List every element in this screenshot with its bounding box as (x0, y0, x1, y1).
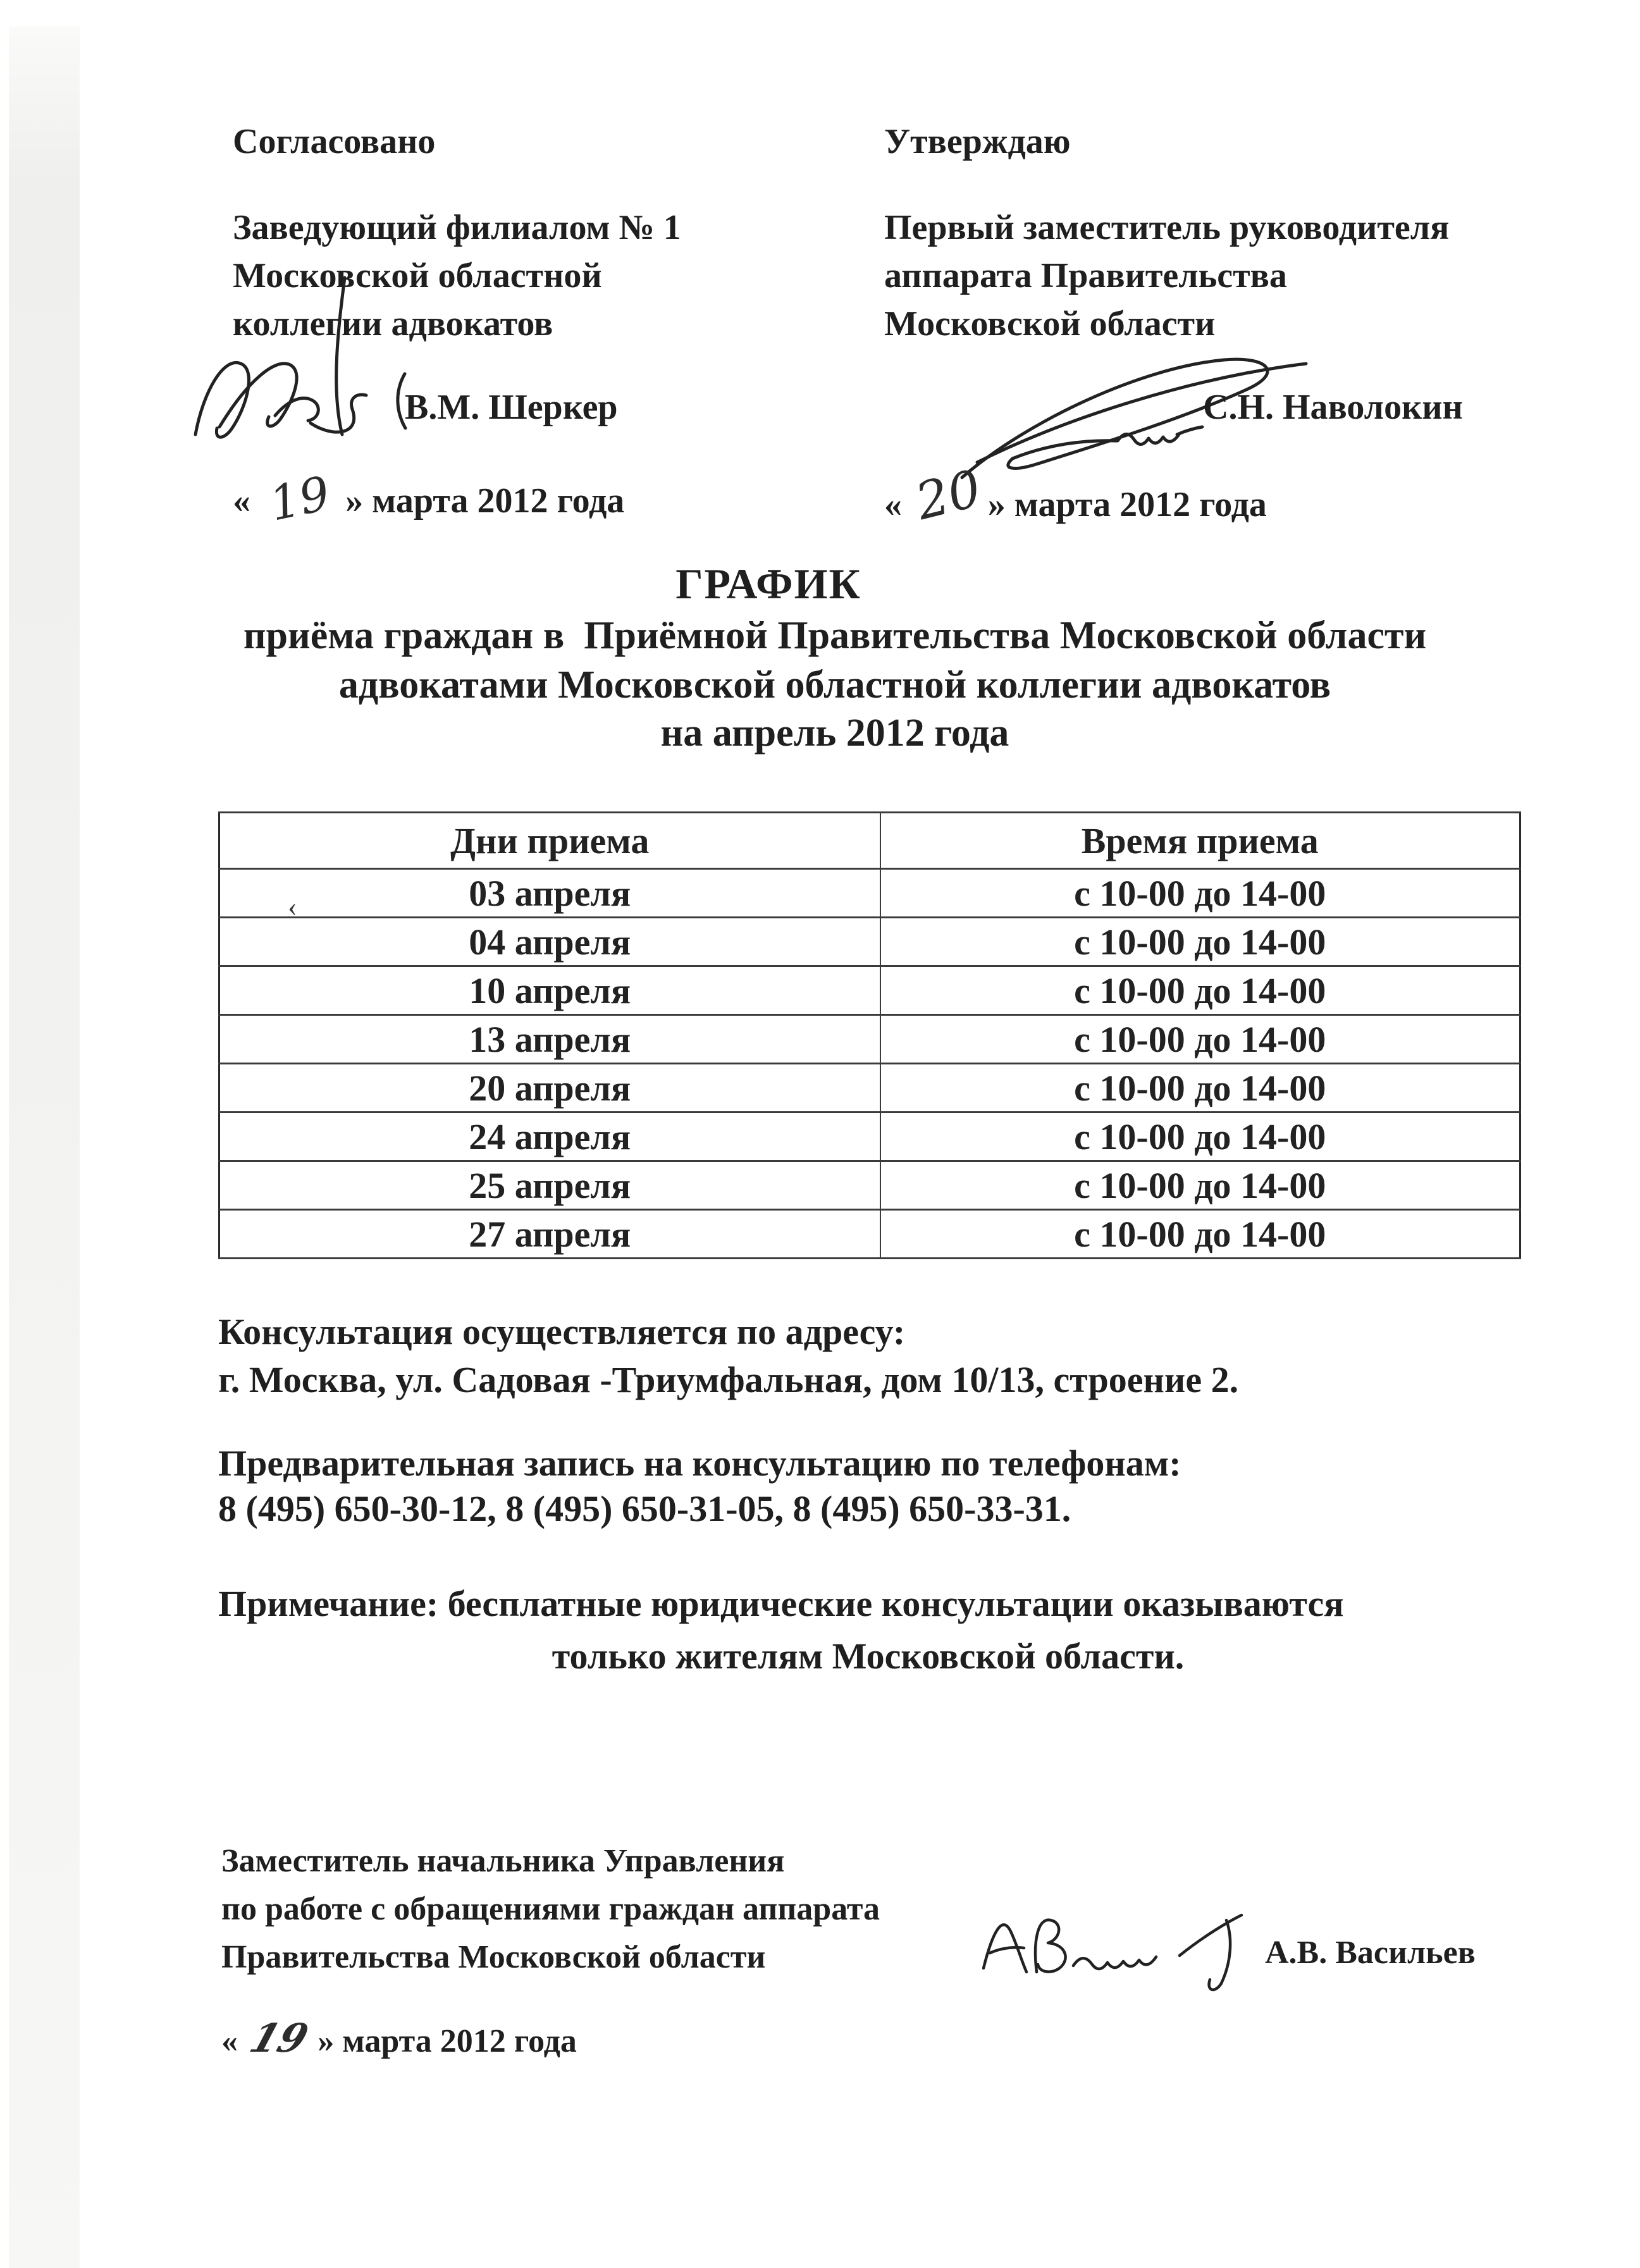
table-row (219, 1210, 1520, 1259)
table-header-row (219, 813, 1520, 869)
note-line1: Примечание: бесплатные юридические консультации оказываются (218, 1583, 1344, 1624)
footer-date (221, 2014, 577, 2066)
handwritten-day-20-right: 20 (909, 459, 987, 532)
approval-left-status: Согласовано (233, 122, 436, 161)
date-open-quote: « (233, 481, 250, 521)
day-cell: 13 апреля (219, 1015, 880, 1064)
address-value: г. Москва, ул. Садовая -Триумфальная, дом 10/13, строение 2. (218, 1359, 1239, 1400)
table-row (219, 1015, 1520, 1064)
time-cell: с 10-00 до 14-00 (880, 1210, 1520, 1259)
day-cell: 25 апреля (219, 1161, 880, 1210)
handwritten-day-19-bottom: 19 (244, 2015, 314, 2061)
date-rest: » марта 2012 года (987, 485, 1267, 524)
time-cell: с 10-00 до 14-00 (880, 1161, 1520, 1210)
document-title: ГРАФИК (675, 560, 861, 608)
signature-vasilev (971, 1880, 1268, 1997)
date-rest: » марта 2012 года (345, 481, 625, 521)
approval-right-org-line3: Московской области (884, 304, 1216, 343)
table-row (219, 1112, 1520, 1161)
time-cell: с 10-00 до 14-00 (880, 1015, 1520, 1064)
handwritten-day-19-left: 19 (264, 466, 335, 532)
scan-edge-artifact (9, 27, 80, 2268)
time-cell: с 10-00 до 14-00 (880, 1064, 1520, 1112)
booking-heading: Предварительная запись на консультацию по телефонам: (218, 1443, 1181, 1484)
time-cell: с 10-00 до 14-00 (880, 918, 1520, 966)
table-row (219, 869, 1520, 918)
table-row (219, 1161, 1520, 1210)
footer-position-line1: Заместитель начальника Управления (221, 1843, 785, 1879)
date-rest: » марта 2012 года (318, 2023, 577, 2059)
date-open-quote: « (884, 485, 902, 524)
booking-phones: 8 (495) 650-30-12, 8 (495) 650-31-05, 8 (495) 650-33-31. (218, 1488, 1071, 1529)
day-cell: 10 апреля (219, 966, 880, 1015)
footer-position (221, 1837, 1044, 1981)
signature-sherker (187, 269, 465, 459)
table-row (219, 966, 1520, 1015)
table-header-days: Дни приема (219, 813, 880, 869)
approval-right-date (884, 459, 1267, 532)
approval-left-org-line2: Московской областной (233, 256, 602, 295)
table-header-time: Время приема (880, 813, 1520, 869)
time-cell: с 10-00 до 14-00 (880, 966, 1520, 1015)
approval-right-org (884, 204, 1517, 348)
table-row (219, 1064, 1520, 1112)
approval-right-org-line1: Первый заместитель руководителя (884, 208, 1450, 247)
approval-left-org-line3: коллегии адвокатов (233, 304, 553, 343)
reception-schedule-table (218, 811, 1521, 1259)
date-open-quote: « (221, 2023, 238, 2059)
approval-right-signer-name: С.Н. Наволокин (1203, 388, 1463, 427)
title-subtitle-line2: адвокатами Московской областной коллегии адвокатов (338, 663, 1331, 706)
title-subtitle-line1: приёма граждан в Приёмной Правительства Московской области (243, 614, 1427, 657)
approval-left-date (233, 466, 625, 532)
stray-pen-mark: ‹ (288, 891, 297, 922)
day-cell: 24 апреля (219, 1112, 880, 1161)
approval-left-org-line1: Заведующий филиалом № 1 (233, 208, 681, 247)
address-heading: Консультация осуществляется по адресу: (218, 1311, 906, 1352)
day-cell: 27 апреля (219, 1210, 880, 1259)
day-cell: 20 апреля (219, 1064, 880, 1112)
approval-right-org-line2: аппарата Правительства (884, 256, 1287, 295)
day-cell: 03 апреля (219, 869, 880, 918)
day-cell: 04 апреля (219, 918, 880, 966)
footer-position-line3: Правительства Московской области (221, 1939, 766, 1975)
title-subtitle-line3: на апрель 2012 года (660, 712, 1009, 755)
footer-position-line2: по работе с обращениями граждан аппарата (221, 1891, 880, 1927)
note-line2: только жителям Московской области. (552, 1636, 1185, 1677)
approval-right-status: Утверждаю (884, 122, 1071, 161)
table-row (219, 918, 1520, 966)
time-cell: с 10-00 до 14-00 (880, 869, 1520, 918)
approval-left-signer-name: В.М. Шеркер (405, 388, 618, 427)
time-cell: с 10-00 до 14-00 (880, 1112, 1520, 1161)
footer-signer-name: А.В. Васильев (1265, 1935, 1476, 1971)
